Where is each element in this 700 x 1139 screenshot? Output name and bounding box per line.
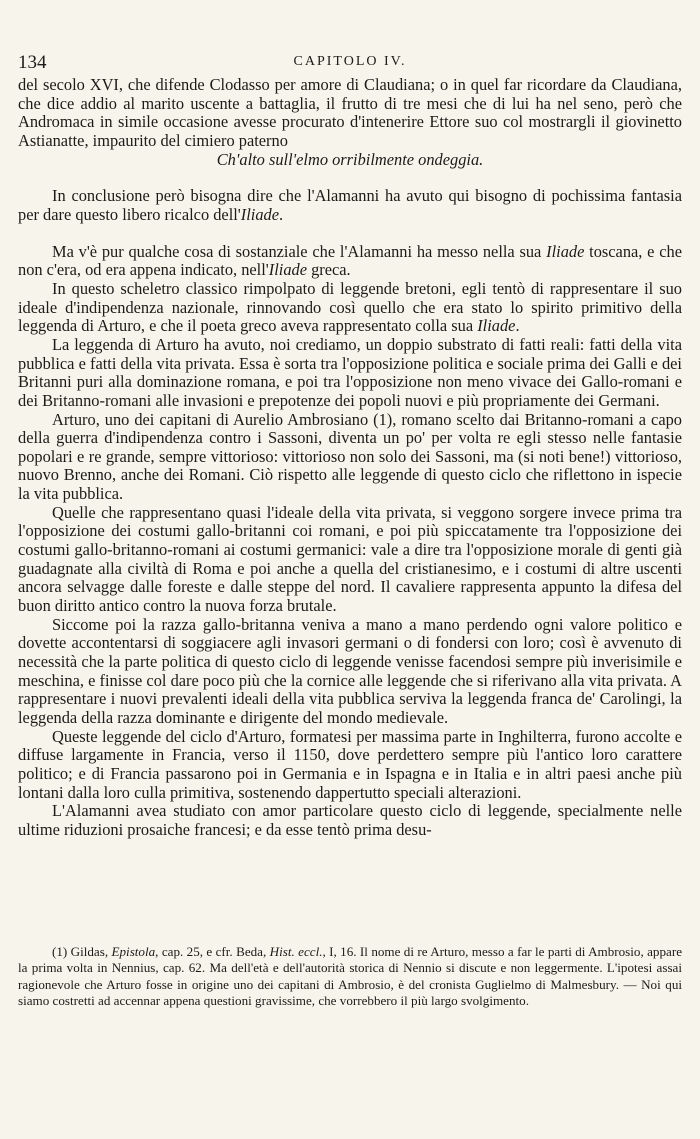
body-text bbox=[18, 76, 682, 840]
text-run: In questo scheletro classico rimpolpato di leggende bretoni, egli tentò di rappresentare il suo ideale d'indipendenza nazionale, rinnovando così quello che era stato lo spirito primitivo della leggenda di Arturo, e che il poeta greco aveva rappresentato colla sua bbox=[18, 278, 682, 336]
text-run: Arturo, uno dei capitani di Aurelio Ambrosiano (1), romano scelto dai Britanno-romani a capo della guerra d'indipendenza contro i Sassoni, diventa un po' per volta re egli stesso nelle fantasie popolari e re grande, sempre vittorioso: vittorioso non solo dei Sassoni, ma (si noti bene!) vittorioso, nuovo Brenno, anche dei Romani. Ciò rispetto alle leggende di questo ciclo che riflettono in ispecie la vita pubblica. bbox=[18, 409, 682, 504]
verse-quote bbox=[18, 151, 682, 170]
text-run: . bbox=[279, 204, 284, 224]
italic-text: Hist. eccl. bbox=[269, 944, 323, 959]
text-run: In conclusione però bisogna dire che l'Alamanni ha avuto qui bisogno di pochissima fantasia per dare questo libero ricalco dell' bbox=[18, 186, 682, 224]
paragraph bbox=[18, 616, 682, 728]
italic-text: Iliade bbox=[268, 260, 307, 280]
paragraph-continuation bbox=[18, 76, 682, 151]
text-run: toscana, e che non c'era, od era appena indicato, nell' bbox=[18, 241, 682, 280]
footnotes bbox=[18, 944, 682, 1010]
text-run: Ma v'è pur qualche cosa di sostanziale che l'Alamanni ha messo nella sua bbox=[52, 241, 547, 261]
paragraph bbox=[18, 504, 682, 616]
italic-text: Iliade bbox=[240, 204, 279, 224]
italic-text: Ch'alto sull'elmo orribilmente ondeggia. bbox=[216, 149, 484, 169]
paragraph bbox=[18, 187, 682, 224]
paragraph bbox=[18, 728, 682, 803]
paragraph bbox=[18, 280, 682, 336]
text-run: , I, 16. Il nome di re Arturo, messo a far le parti di Ambrosio, appare la prima volta in Nennius, cap. 62. Ma dell'età e dell'autorità storica di Nennio si discute e non leggermente. L'ipotesi assai ragionevole che Arturo fosse in origine uno dei capitani di Ambrosio, è del cronista Guglielmo di Malmesbury. — Noi qui siamo costretti ad accennar appena questioni gravissime, che vorrebbero il più largo svolgimento. bbox=[18, 944, 683, 1009]
text-run: (1) Gildas, bbox=[52, 944, 112, 959]
text-run: greca. bbox=[306, 260, 351, 280]
italic-text: Iliade bbox=[546, 241, 585, 261]
text-run: Queste leggende del ciclo d'Arturo, formatesi per massima parte in Inghilterra, furono accolte e diffuse largamente in Francia, verso il 1150, dove perdettero sempre più l'antico loro carattere politico; e di Francia passarono poi in Germania e in Ispagna e in Italia e in altri paesi anche più lontani dalla loro culla primitiva, sostenendo dappertutto speciali alterazioni. bbox=[18, 726, 682, 802]
text-run: Quelle che rappresentano quasi l'ideale della vita privata, si veggono sorgere invece prima tra l'opposizione dei costumi gallo-britanni coi romani, e poi più spiccatamente tra l'opposizione dei costumi gallo-britanno-romani ai costumi germanici: vale a dire tra l'opposizione morale di genti già guadagnate alla civiltà di Roma e poi anche a quella del cristianesimo, e i costumi di altre uscenti ancora selvagge dalle foreste e dalle steppe del nord. Il cavaliere rappresenta appunto la difesa del buon diritto antico contro la nuova forza brutale. bbox=[18, 502, 682, 616]
page-number: 134 bbox=[18, 52, 47, 73]
italic-text: Epistola bbox=[111, 944, 156, 959]
paragraph bbox=[18, 336, 682, 411]
text-run: , cap. 25, e cfr. Beda, bbox=[155, 944, 270, 959]
chapter-title: CAPITOLO IV. bbox=[293, 54, 407, 69]
text-run: Siccome poi la razza gallo-britanna veniva a mano a mano perdendo ogni valore politico e dovette accontentarsi di soggiacere agli invasori germani o di fondersi con loro; così è avvenuto di necessità che la parte politica di questo ciclo di leggende venisse facendosi sempre più inverisimile e meschina, e finisse col dare poco più che la cornice alle leggende che si riferivano alla vita privata. A rappresentare i nuovi prevalenti ideali della vita pubblica serviva la leggenda franca de' Carolingi, la leggenda della razza dominante e dirigente del mondo medievale. bbox=[18, 614, 682, 727]
paragraph bbox=[18, 243, 682, 280]
running-header bbox=[18, 52, 682, 76]
italic-text: Iliade bbox=[477, 316, 516, 336]
text-run: . bbox=[515, 316, 520, 336]
text-run: L'Alamanni avea studiato con amor particolare questo ciclo di leggende, specialmente nelle ultime riduzioni prosaiche francesi; e da esse tentò prima desu- bbox=[18, 801, 682, 839]
footnote-1 bbox=[18, 944, 682, 1010]
text-run: del secolo XVI, che difende Clodasso per amore di Claudiana; o in quel far ricordare da Claudiana, che dice addio al marito uscente a battaglia, il frutto di tre mesi che di lui ha nel seno, però che Andromaca in simile occasione avesse procurato d'intenerire Ettore suo col mostrargli il giovinetto Astianatte, impaurito del cimiero paterno bbox=[18, 75, 682, 150]
text-run: La leggenda di Arturo ha avuto, noi crediamo, un doppio substrato di fatti reali: fatti della vita pubblica e fatti della vita privata. Essa è sorta tra l'opposizione politica e sociale prima dei Galli e dei Britanni puri alla dominazione romana, e poi tra l'opposizione non meno vivace dei Gallo-romani e dei Britanno-romani alle invasioni e prepotenze dei popoli nuovi e più propriamente dei Germani. bbox=[18, 334, 682, 410]
paragraph bbox=[18, 411, 682, 504]
paragraph bbox=[18, 802, 682, 839]
